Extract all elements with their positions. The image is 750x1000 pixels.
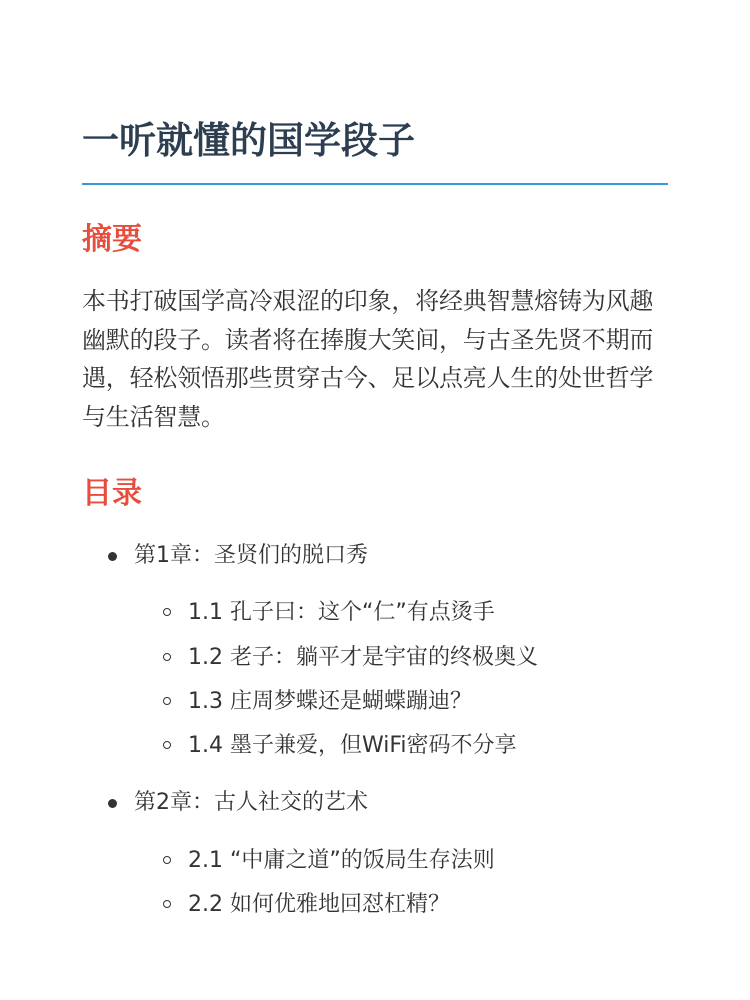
toc-section-label: 2.2 如何优雅地回怼杠精？ [188,892,450,917]
toc-section-1-1 [188,598,495,628]
hollow-bullet-icon [163,697,171,705]
toc-section-label: 1.1 孔子曰：这个“仁”有点烫手 [188,600,495,625]
toc-chapter-2 [134,788,368,818]
hollow-bullet-icon [163,856,171,864]
toc-section-1-3 [188,687,472,717]
toc-chapter-label: 第1章：圣贤们的脱口秀 [134,543,368,568]
toc-chapter-1 [134,541,368,571]
toc-heading: 目录 [82,476,142,511]
toc-chapter-label: 第2章：古人社交的艺术 [134,790,368,815]
page-title: 一听就懂的国学段子 [82,119,415,162]
toc-section-1-2 [188,643,538,673]
filled-bullet-icon [108,552,117,561]
toc-section-label: 2.1 “中庸之道”的饭局生存法则 [188,848,495,873]
toc-section-label: 1.2 老子：躺平才是宇宙的终极奥义 [188,645,538,670]
summary-heading: 摘要 [82,222,142,257]
filled-bullet-icon [108,799,117,808]
title-divider [82,183,668,185]
hollow-bullet-icon [163,608,171,616]
toc-section-1-4 [188,731,517,761]
summary-text: 本书打破国学高冷艰涩的印象，将经典智慧熔铸为风趣幽默的段子。读者将在捧腹大笑间，与古圣先贤不期而遇，轻松领悟那些贯穿古今、足以点亮人生的处世哲学与生活智慧。 [82,287,654,431]
toc-section-2-2 [188,890,450,920]
toc-section-label: 1.4 墨子兼爱，但WiFi密码不分享 [188,733,517,758]
hollow-bullet-icon [163,653,171,661]
hollow-bullet-icon [163,900,171,908]
hollow-bullet-icon [163,741,171,749]
toc-section-label: 1.3 庄周梦蝶还是蝴蝶蹦迪？ [188,689,472,714]
toc-section-2-1 [188,846,495,876]
